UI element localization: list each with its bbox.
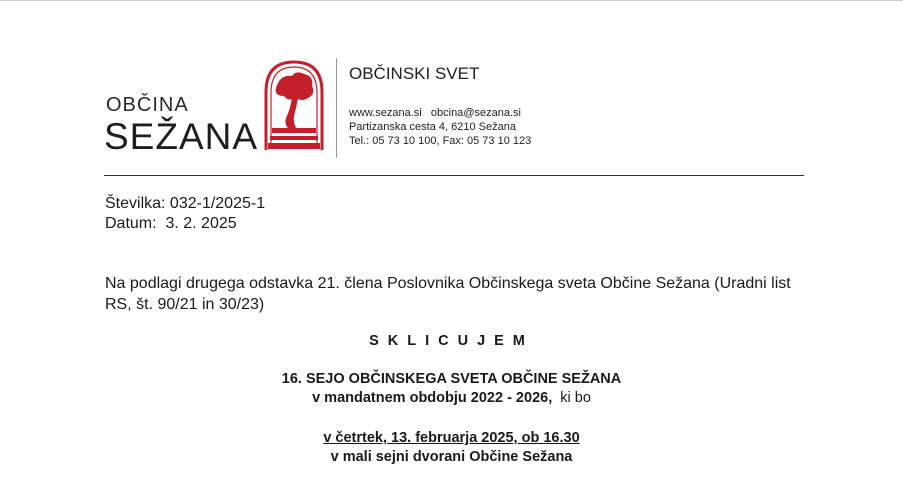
org-name-line1: OBČINA <box>106 94 189 116</box>
mandate-line <box>0 390 903 406</box>
org-name-line2: SEŽANA <box>104 116 259 157</box>
council-title: OBČINSKI SVET <box>349 64 480 83</box>
mandate-period: v mandatnem obdobju 2022 - 2026, <box>312 390 553 406</box>
contact-address: Partizanska cesta 4, 6210 Sežana <box>349 121 516 133</box>
contact-web-email: www.sezana.si obcina@sezana.si <box>349 107 521 119</box>
session-datetime <box>0 430 903 446</box>
contact-phone: Tel.: 05 73 10 100, Fax: 05 73 10 123 <box>349 135 532 147</box>
session-location: v mali sejni dvorani Občine Sežana <box>330 449 573 465</box>
header-divider <box>336 58 337 158</box>
document-date: Datum: 3. 2. 2025 <box>105 215 237 232</box>
intro-paragraph: Na podlagi drugega odstavka 21. člena Poslovnika Občinskega sveta Občine Sežana (Uradni list RS, št. 90/21 in 30/23) <box>105 275 791 313</box>
session-datetime-text: v četrtek, 13. februarja 2025, ob 16.30 <box>323 430 580 446</box>
session-title: 16. SEJO OBČINSKEGA SVETA OBČINE SEŽANA <box>281 371 622 387</box>
top-border <box>0 0 903 1</box>
convene-heading: SKLICUJEM <box>369 333 534 349</box>
document-number: Številka: 032-1/2025-1 <box>105 195 266 212</box>
header-rule <box>104 175 804 176</box>
tree-emblem-logo <box>262 58 326 154</box>
mandate-suffix: ki bo <box>560 390 591 406</box>
